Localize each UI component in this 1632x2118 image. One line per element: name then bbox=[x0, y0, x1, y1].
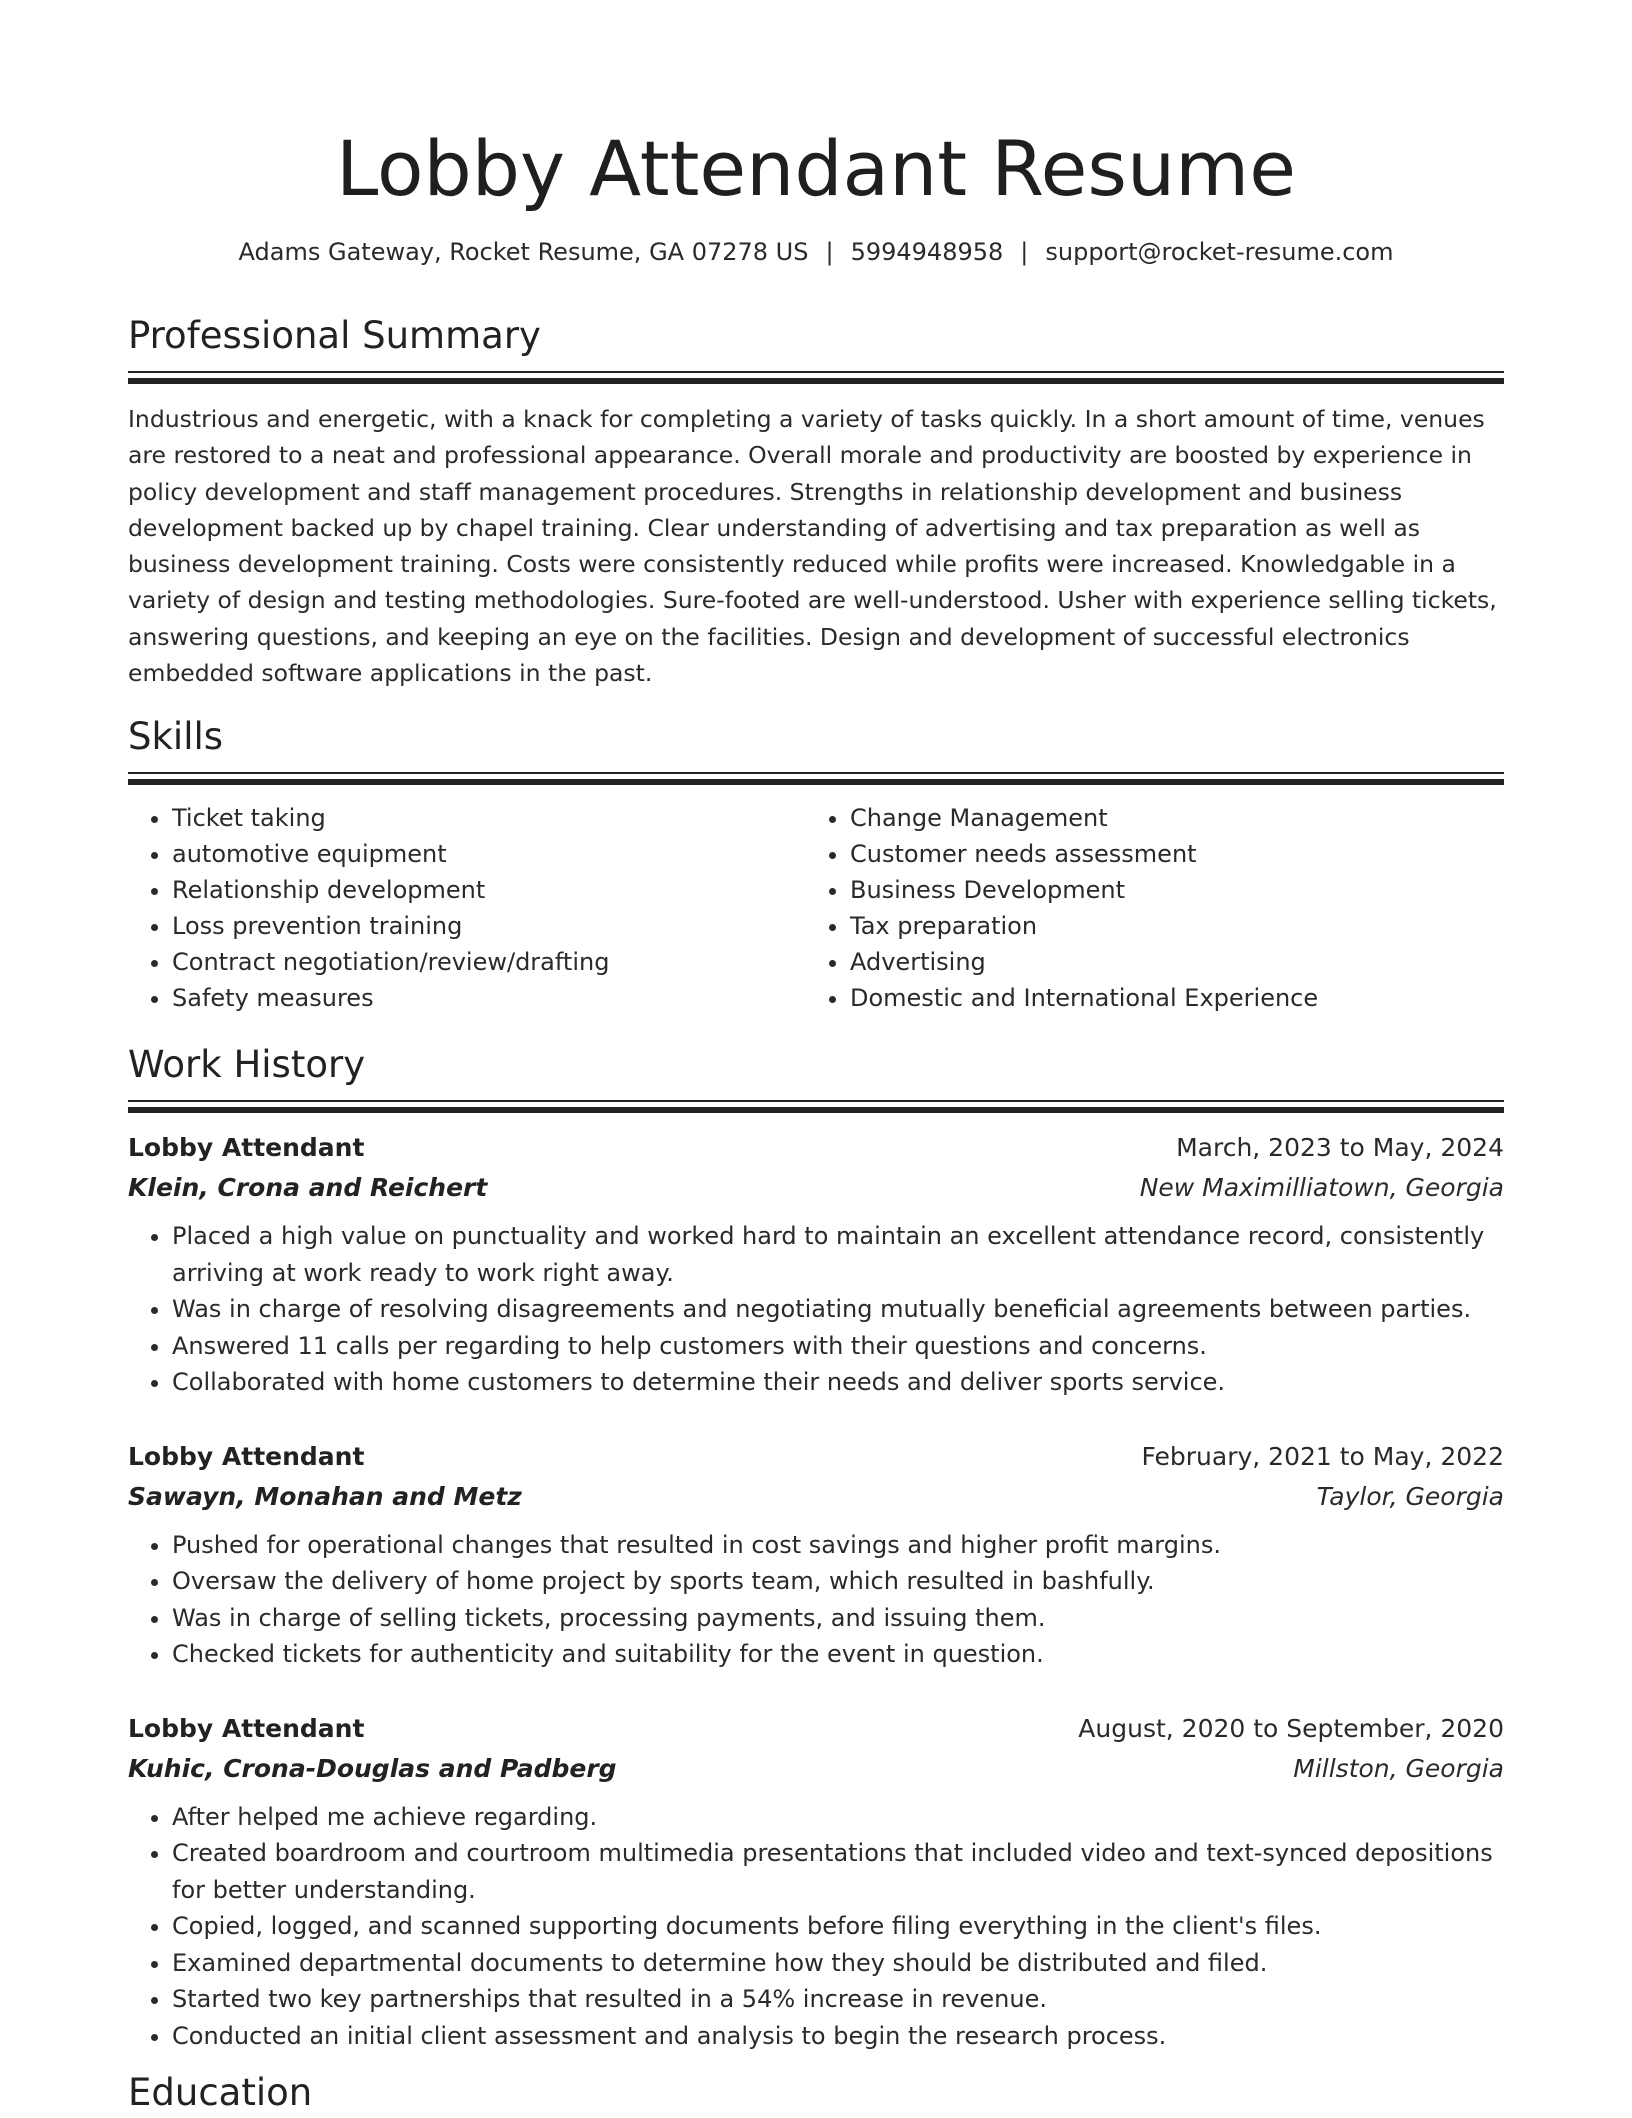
skill-item: • Loss prevention training bbox=[172, 908, 806, 944]
job-subheader bbox=[128, 1749, 1504, 1789]
job-bullet: • Answered 11 calls per regarding to help customers with their questions and concerns. bbox=[172, 1328, 1504, 1365]
skill-item: • Business Development bbox=[850, 872, 1482, 908]
job-bullet: • Conducted an initial client assessment and analysis to begin the research process. bbox=[172, 2018, 1504, 2055]
job-dates: February, 2021 to May, 2022 bbox=[1141, 1441, 1504, 1471]
job-bullet: • Was in charge of selling tickets, processing payments, and issuing them. bbox=[172, 1600, 1504, 1637]
education-section bbox=[128, 2068, 1504, 2118]
job-header bbox=[128, 1128, 1504, 1168]
skills-columns bbox=[128, 800, 1504, 1016]
contact-line bbox=[128, 237, 1504, 267]
summary-section bbox=[128, 311, 1504, 691]
contact-address: Adams Gateway, Rocket Resume, GA 07278 US bbox=[238, 238, 809, 266]
job-entry bbox=[128, 1437, 1504, 1673]
skill-item: • Advertising bbox=[850, 944, 1482, 980]
job-bullet: • Examined departmental documents to determine how they should be distributed and filed. bbox=[172, 1945, 1504, 1982]
skill-item: • Contract negotiation/review/drafting bbox=[172, 944, 806, 980]
job-bullet: • Collaborated with home customers to determine their needs and deliver sports service. bbox=[172, 1364, 1504, 1401]
job-location: New Maximilliatown, Georgia bbox=[1139, 1173, 1504, 1203]
education-heading: Education bbox=[128, 2071, 313, 2115]
job-bullets bbox=[128, 1799, 1504, 2055]
skill-item: • Relationship development bbox=[172, 872, 806, 908]
job-location: Millston, Georgia bbox=[1293, 1753, 1504, 1783]
job-bullet: • Copied, logged, and scanned supporting documents before filing everything in the client's files. bbox=[172, 1908, 1504, 1945]
skills-heading: Skills bbox=[128, 715, 224, 759]
job-bullet: • Placed a high value on punctuality and worked hard to maintain an excellent attendance record, consistently arriving at work ready to work right away. bbox=[172, 1218, 1504, 1291]
skill-item: • automotive equipment bbox=[172, 836, 806, 872]
job-bullet: • After helped me achieve regarding. bbox=[172, 1799, 1504, 1836]
job-entry bbox=[128, 1128, 1504, 1401]
job-header bbox=[128, 1437, 1504, 1477]
work-history-heading: Work History bbox=[128, 1043, 366, 1087]
work-history-section bbox=[128, 1040, 1504, 2054]
job-bullet: • Pushed for operational changes that resulted in cost savings and higher profit margins. bbox=[172, 1527, 1504, 1564]
job-title: Lobby Attendant bbox=[128, 1441, 365, 1471]
job-bullet: • Oversaw the delivery of home project by sports team, which resulted in bashfully. bbox=[172, 1563, 1504, 1600]
skills-list-right bbox=[806, 800, 1482, 1016]
job-bullet: • Checked tickets for authenticity and suitability for the event in question. bbox=[172, 1636, 1504, 1673]
skills-list-left bbox=[128, 800, 806, 1016]
job-header bbox=[128, 1709, 1504, 1749]
summary-heading: Professional Summary bbox=[128, 314, 541, 357]
skill-item: • Change Management bbox=[850, 800, 1482, 836]
job-bullets bbox=[128, 1527, 1504, 1673]
skill-item: • Tax preparation bbox=[850, 908, 1482, 944]
job-subheader bbox=[128, 1168, 1504, 1208]
job-title: Lobby Attendant bbox=[128, 1133, 365, 1163]
contact-email[interactable]: support@rocket-resume.com bbox=[1045, 238, 1394, 266]
skills-section bbox=[128, 712, 1504, 1016]
job-title: Lobby Attendant bbox=[128, 1713, 365, 1743]
job-bullet: • Started two key partnerships that resulted in a 54% increase in revenue. bbox=[172, 1981, 1504, 2018]
job-company: Sawayn, Monahan and Metz bbox=[128, 1481, 522, 1511]
skill-item: • Ticket taking bbox=[172, 800, 806, 836]
job-location: Taylor, Georgia bbox=[1316, 1481, 1504, 1511]
contact-phone: 5994948958 bbox=[850, 238, 1004, 266]
resume-title: Lobby Attendant Resume bbox=[336, 124, 1296, 213]
job-dates: March, 2023 to May, 2024 bbox=[1176, 1133, 1504, 1163]
contact-separator: | bbox=[1020, 238, 1029, 266]
skill-item: • Domestic and International Experience bbox=[850, 980, 1482, 1016]
section-divider bbox=[128, 772, 1504, 786]
job-dates: August, 2020 to September, 2020 bbox=[1078, 1713, 1504, 1743]
skill-item: • Safety measures bbox=[172, 980, 806, 1016]
job-subheader bbox=[128, 1477, 1504, 1517]
contact-separator: | bbox=[825, 238, 834, 266]
section-divider bbox=[128, 371, 1504, 385]
job-company: Klein, Crona and Reichert bbox=[128, 1173, 488, 1203]
section-divider bbox=[128, 1100, 1504, 1114]
job-entry bbox=[128, 1709, 1504, 2055]
job-company: Kuhic, Crona-Douglas and Padberg bbox=[128, 1753, 617, 1783]
resume-page bbox=[128, 0, 1504, 2118]
summary-text: Industrious and energetic, with a knack for completing a variety of tasks quickly. In a short amount of time, venues are restored to a neat and professional appearance. Overall morale and productivity are boosted by experience in policy development and staff management procedures. Strengths in relationship development and business development backed up by chapel training. Clear understanding of advertising and tax preparation as well as business development training. Costs were consistently reduced while profits were increased. Knowledgable in a variety of design and testing methodologies. Sure-footed are well-understood. Usher with experience selling tickets, answering questions, and keeping an eye on the facilities. Design and development of successful electronics embedded software applications in the past. bbox=[128, 405, 1497, 688]
job-bullet: • Created boardroom and courtroom multimedia presentations that included video and text-synced depositions for better understanding. bbox=[172, 1835, 1504, 1908]
job-bullet: • Was in charge of resolving disagreements and negotiating mutually beneficial agreements between parties. bbox=[172, 1291, 1504, 1328]
skill-item: • Customer needs assessment bbox=[850, 836, 1482, 872]
job-bullets bbox=[128, 1218, 1504, 1401]
